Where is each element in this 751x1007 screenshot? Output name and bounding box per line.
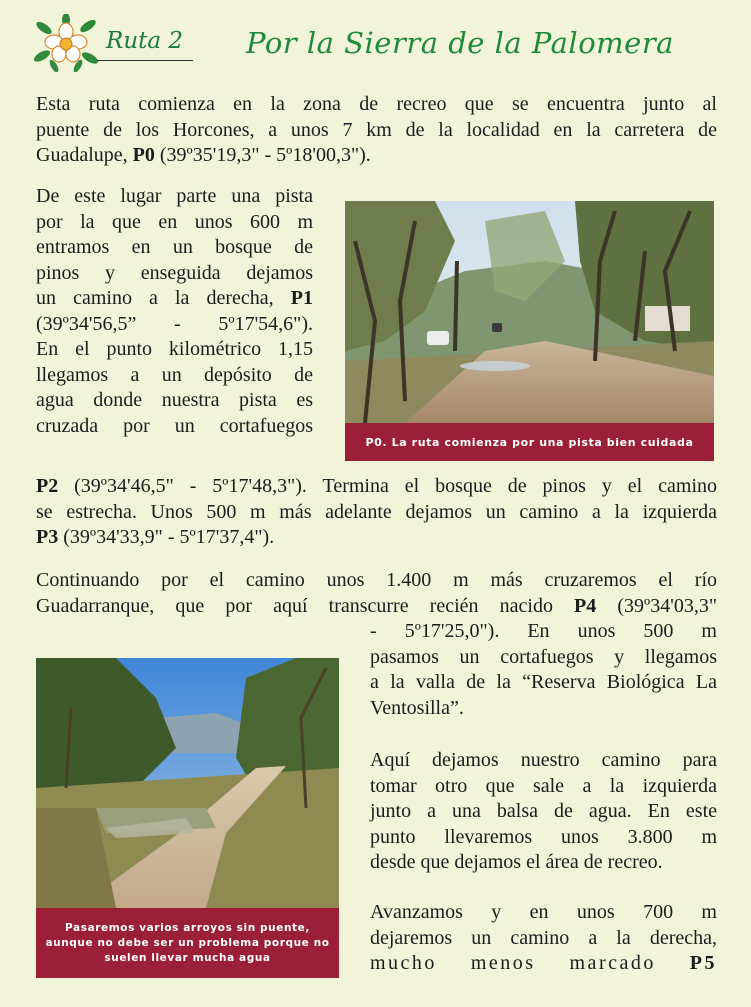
text-line: entramos en un bosque de — [36, 236, 313, 258]
text-line: mucho menos marcado P5 — [370, 952, 717, 974]
route-label-underline — [97, 60, 193, 61]
paragraph-advance — [370, 900, 717, 977]
waypoint-p0: P0 — [132, 144, 155, 166]
waypoint-p1: P1 — [290, 287, 313, 309]
paragraph-route-continue — [36, 474, 717, 551]
page-header — [0, 0, 751, 82]
waypoint-p5: P5 — [689, 952, 717, 974]
flower-logo-icon — [34, 14, 98, 72]
text-line: punto llevaremos unos 3.800 m — [370, 825, 717, 848]
photo-caption: P0. La ruta comienza por una pista bien cuidada — [345, 423, 714, 461]
photo-caption: Pasaremos varios arroyos sin puente, aunque no debe ser un problema porque no suelen llevar mucha agua — [36, 908, 339, 978]
stream-photo — [36, 658, 339, 908]
text-line: por la que en unos 600 m — [36, 210, 313, 233]
photo-stream-crossing — [36, 658, 339, 908]
waypoint-p2: P2 — [36, 475, 59, 497]
text-line: - 5º17'25,0"). En unos 500 m — [370, 620, 717, 642]
text-line: tomar otro que sale a la izquierda — [370, 774, 717, 797]
waypoint-p3: P3 — [36, 526, 59, 548]
text-line: En el punto kilométrico 1,15 — [36, 338, 313, 360]
waypoint-p4: P4 — [574, 594, 597, 617]
text-line: se estrecha. Unos 500 m más adelante dejamos un camino a la izquierda — [36, 500, 717, 523]
text-line: a la valla de la “Reserva Biológica La — [370, 671, 717, 693]
forest-track-photo — [345, 201, 714, 423]
text-line: (39º34'56,5” - 5º17'54,6"). — [36, 312, 313, 335]
page-title: Por la Sierra de la Palomera — [246, 26, 674, 60]
paragraph-river-crossing — [36, 568, 717, 619]
text-line: pinos y enseguida dejamos — [36, 261, 313, 284]
text-line: P3 (39º34'33,9" - 5º17'37,4"). — [36, 526, 275, 548]
paragraph-route-start — [36, 184, 313, 439]
text-line: Guadalupe, P0 (39º35'19,3" - 5º18'00,3"). — [36, 144, 371, 166]
route-number-label: Ruta 2 — [106, 28, 184, 54]
text-line: P2 (39º34'46,5" - 5º17'48,3"). Termina el bosque de pinos y el camino — [36, 475, 717, 497]
text-line: pasamos un cortafuegos y llegamos — [370, 645, 717, 668]
photo-p0-track — [345, 201, 714, 423]
text-line: Avanzamos y en unos 700 m — [370, 901, 717, 923]
text-line: Ventosilla”. — [370, 696, 464, 719]
text-line: puente de los Horcones, a unos 7 km de la localidad en la carretera de — [36, 118, 717, 141]
text-line: agua donde nuestra pista es — [36, 389, 313, 411]
paragraph-water-pond — [370, 748, 717, 876]
text-line: junto a una balsa de agua. En este — [370, 800, 717, 822]
text-line: cruzada por un cortafuegos — [36, 414, 313, 437]
text-line: llegamos a un depósito de — [36, 363, 313, 386]
paragraph-river-crossing-cont — [370, 619, 717, 721]
text-line: Aquí dejamos nuestro camino para — [370, 749, 717, 771]
text-line: Continuando por el camino unos 1.400 m más cruzaremos el río — [36, 569, 717, 591]
paragraph-intro — [36, 92, 717, 169]
text-line: De este lugar parte una pista — [36, 185, 313, 207]
text-line: Guadarranque, que por aquí transcurre recién nacido P4 (39º34'03,3" — [36, 594, 717, 617]
text-line: Esta ruta comienza en la zona de recreo que se encuentra junto al — [36, 93, 717, 115]
text-line: dejaremos un camino a la derecha, — [370, 926, 717, 949]
text-line: un camino a la derecha, P1 — [36, 287, 313, 309]
text-line: desde que dejamos el área de recreo. — [370, 851, 663, 873]
